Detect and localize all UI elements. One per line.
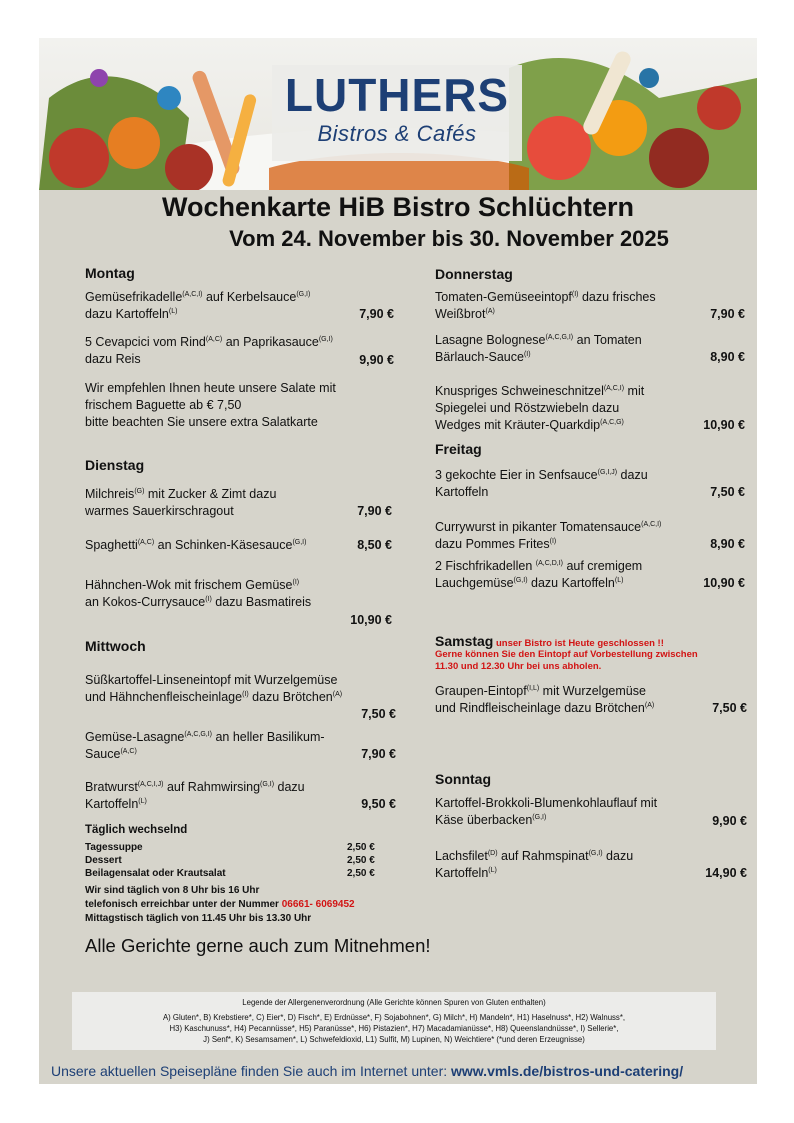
thursday-heading: Donnerstag	[435, 266, 513, 282]
dish-text: Lauchgemüse	[435, 576, 514, 590]
daily-item-label: Beilagensalat oder Krautsalat	[85, 868, 226, 879]
allergen-code: (G,I)	[292, 539, 307, 546]
hours-line: Wir sind täglich von 8 Uhr bis 16 Uhr	[85, 885, 260, 896]
dish-text: an Kokos-Currysauce	[85, 595, 206, 609]
allergen-code: (G,I)	[318, 336, 333, 343]
dish-text: Kartoffeln	[435, 866, 489, 880]
dish-text: Kartoffeln	[85, 797, 139, 811]
logo	[272, 65, 522, 161]
page-subtitle: Vom 24. November bis 30. November 2025	[229, 226, 669, 251]
allergen-code: (A)	[332, 691, 343, 698]
saturday-price-1: 7,50 €	[712, 701, 747, 715]
allergen-code: (A)	[644, 702, 655, 709]
sunday-heading: Sonntag	[435, 771, 491, 787]
dish-text: Gemüsefrikadelle	[85, 290, 183, 304]
tuesday-price-2: 8,50 €	[357, 538, 392, 552]
note-line: bitte beachten Sie unsere extra Salatkarte	[85, 415, 318, 429]
allergen-code: (G,I)	[532, 814, 547, 821]
phone-label: telefonisch erreichbar unter der Nummer	[85, 899, 282, 910]
daily-item-price: 2,50 €	[347, 868, 375, 879]
tuesday-heading: Dienstag	[85, 457, 145, 473]
dish-text: dazu	[602, 849, 634, 863]
dish-text: Spaghetti	[85, 538, 138, 552]
dish-text: auf Rahmwirsing	[163, 780, 261, 794]
notice-line: Gerne können Sie den Eintopf auf Vorbestellung zwischen	[435, 649, 698, 660]
daily-item	[85, 855, 385, 868]
wednesday-price-2: 7,90 €	[361, 747, 396, 761]
allergen-code: (A,C)	[137, 539, 155, 546]
saturday-dish-1	[435, 683, 715, 717]
dish-text: Knuspriges Schweineschnitzel	[435, 384, 604, 398]
sunday-price-1: 9,90 €	[712, 814, 747, 828]
allergen-code: (A,C,G)	[600, 419, 624, 426]
allergen-code: (L)	[168, 308, 178, 315]
allergen-code: (L)	[614, 577, 624, 584]
dish-text: an Tomaten	[573, 333, 642, 347]
allergen-code: (L)	[138, 798, 147, 805]
dish-text: auf cremigem	[562, 559, 643, 573]
friday-dish-3	[435, 558, 715, 592]
sunday-dish-1	[435, 795, 715, 829]
friday-dish-2	[435, 519, 715, 553]
monday-salad-note	[85, 380, 385, 431]
dish-text: auf Rahmspinat	[497, 849, 589, 863]
allergen-code: (G)	[134, 488, 145, 495]
dish-text: auf Kerbelsauce	[202, 290, 297, 304]
daily-item-price: 2,50 €	[347, 855, 375, 866]
legend-line: A) Gluten*, B) Krebstiere*, C) Eier*, D) Fisch*, E) Erdnüsse*, F) Sojabohnen*, G) Milch*, H) Mandeln*, H1) Haselnuss*, H2) Walnuss*,	[162, 1013, 626, 1022]
dish-text: Graupen-Eintopf	[435, 684, 527, 698]
dish-text: Lachsfilet	[435, 849, 488, 863]
dish-text: Tomaten-Gemüseeintopf	[435, 290, 572, 304]
dish-text: dazu	[617, 468, 648, 482]
wednesday-price-1: 7,50 €	[361, 707, 396, 721]
daily-items	[85, 842, 385, 881]
dish-text: Gemüse-Lasagne	[85, 730, 185, 744]
brand-subtitle: Bistros & Cafés	[317, 121, 477, 146]
dish-text: Spiegelei und Röstzwiebeln dazu	[435, 401, 620, 415]
friday-price-1: 7,50 €	[710, 485, 745, 499]
dish-text: Wedges mit Kräuter-Quarkdip	[435, 418, 601, 432]
dish-text: Sauce	[85, 747, 121, 761]
daily-heading: Täglich wechselnd	[85, 824, 188, 836]
allergen-code: (I,L)	[526, 685, 540, 692]
notice-line: 11.30 und 12.30 Uhr bei uns abholen.	[435, 661, 602, 672]
dish-text: 2 Fischfrikadellen	[435, 559, 536, 573]
note-line: frischem Baguette ab € 7,50	[85, 398, 242, 412]
allergen-code: (I)	[242, 691, 249, 698]
daily-item-label: Tagessuppe	[85, 842, 143, 853]
phone-line	[85, 899, 405, 911]
thursday-price-2: 8,90 €	[710, 350, 745, 364]
dish-text: Milchreis	[85, 487, 135, 501]
sunday-dish-2	[435, 848, 715, 882]
tuesday-price-1: 7,90 €	[357, 504, 392, 518]
dish-text: warmes Sauerkirschragout	[85, 504, 234, 518]
sunday-price-2: 14,90 €	[705, 866, 747, 880]
phone-number[interactable]: 06661- 6069452	[281, 899, 355, 910]
saturday-heading: Samstag	[435, 633, 494, 649]
dish-text: 3 gekochte Eier in Senfsauce	[435, 468, 598, 482]
allergen-code: (G,I)	[260, 781, 275, 788]
dish-text: an heller Basilikum-	[212, 730, 325, 744]
dish-text: an Schinken-Käsesauce	[154, 538, 293, 552]
thursday-dish-1	[435, 289, 715, 323]
dish-text: mit	[624, 384, 645, 398]
dish-text: Weißbrot	[435, 307, 486, 321]
allergen-code: (A,C)	[120, 748, 137, 755]
thursday-price-1: 7,90 €	[710, 307, 745, 321]
allergen-code: (I)	[523, 351, 531, 358]
friday-heading: Freitag	[435, 441, 482, 457]
dish-text: Kartoffel-Brokkoli-Blumenkohlauflauf mit	[435, 796, 658, 810]
dish-text: Bratwurst	[85, 780, 138, 794]
dish-text: Süßkartoffel-Linseneintopf mit Wurzelgemüse	[85, 673, 338, 687]
tuesday-dish-2	[85, 537, 345, 554]
allergen-code: (A,C,I)	[603, 385, 625, 392]
allergen-code: (L)	[488, 867, 497, 874]
allergen-code: (A,C,I)	[182, 291, 203, 298]
dish-text: dazu Reis	[85, 352, 141, 366]
tuesday-dish-3	[85, 577, 385, 611]
dish-text: dazu Kartoffeln	[527, 576, 615, 590]
monday-price-1: 7,90 €	[359, 307, 394, 321]
brand-name: LUTHERS	[284, 69, 510, 121]
legend-line: J) Senf*, K) Sesamsamen*, L) Schwefeldioxid, L1) Sulfit, M) Lupinen, N) Weichtiere* (*und deren Erzeugnisse)	[203, 1035, 585, 1044]
menu-sheet	[39, 38, 757, 1084]
friday-price-3: 10,90 €	[703, 576, 745, 590]
header-food-image	[39, 38, 757, 190]
allergen-code: (D)	[487, 850, 498, 857]
allergen-code: (G,I)	[513, 577, 528, 584]
dish-text: mit Zucker & Zimt dazu	[144, 487, 277, 501]
dish-text: dazu frisches	[578, 290, 656, 304]
dish-text: und Rindfleischeinlage dazu Brötchen	[435, 701, 645, 715]
wednesday-price-3: 9,50 €	[361, 797, 396, 811]
allergen-code: (G,I)	[588, 850, 603, 857]
dish-text: 5 Cevapcici vom Rind	[85, 335, 206, 349]
dish-text: dazu Pommes Frites	[435, 537, 550, 551]
allergen-code: (A,C,I)	[641, 521, 662, 528]
allergen-code: (A,C,D,I)	[535, 560, 563, 567]
allergen-code: (I)	[292, 579, 300, 586]
dish-text: und Hähnchenfleischeinlage	[85, 690, 243, 704]
allergen-code: (G,I,J)	[597, 469, 618, 476]
thursday-dish-3	[435, 383, 715, 434]
takeaway-note: Alle Gerichte gerne auch zum Mitnehmen!	[85, 935, 431, 956]
daily-item-label: Dessert	[85, 855, 122, 866]
monday-price-2: 9,90 €	[359, 353, 394, 367]
allergen-code: (I)	[549, 538, 557, 545]
dish-text: Käse überbacken	[435, 813, 533, 827]
allergen-code: (A,C)	[205, 336, 223, 343]
allergen-code: (A,C,G,I)	[545, 334, 574, 341]
footer-url[interactable]: www.vmls.de/bistros-und-catering/	[451, 1063, 684, 1079]
daily-item	[85, 868, 385, 881]
allergen-legend	[72, 992, 716, 1050]
dish-text: dazu	[274, 780, 305, 794]
dish-text: mit Wurzelgemüse	[539, 684, 646, 698]
dish-text: Lasagne Bolognese	[435, 333, 546, 347]
saturday-closed: unser Bistro ist Heute geschlossen !!	[493, 638, 664, 649]
legend-line: H3) Kaschunuss*, H4) Pecannüsse*, H5) Paranüsse*, H6) Pistazien*, H7) Macadamianüsse*, H8) Queenslandnüsse*, I) Sellerie*,	[169, 1024, 619, 1033]
page-title: Wochenkarte HiB Bistro Schlüchtern	[161, 192, 635, 222]
footer-text: Unsere aktuellen Speisepläne finden Sie auch im Internet unter:	[51, 1063, 452, 1079]
thursday-price-3: 10,90 €	[703, 418, 745, 432]
allergen-code: (I)	[571, 291, 579, 298]
lunch-hours: Mittagstisch täglich von 11.45 Uhr bis 13.30 Uhr	[85, 913, 312, 924]
tuesday-price-3: 10,90 €	[350, 613, 392, 627]
dish-text: Bärlauch-Sauce	[435, 350, 524, 364]
allergen-code: (G,I)	[296, 291, 311, 298]
note-line: Wir empfehlen Ihnen heute unsere Salate mit	[85, 381, 336, 395]
opening-hours	[85, 885, 405, 925]
allergen-code: (A,C,I,J)	[137, 781, 164, 788]
dish-text: dazu Kartoffeln	[85, 307, 169, 321]
thursday-dish-2	[435, 332, 715, 366]
footer	[51, 1062, 751, 1080]
allergen-code: (A)	[485, 308, 495, 315]
friday-dish-1	[435, 467, 715, 501]
friday-price-2: 8,90 €	[710, 537, 745, 551]
allergen-code: (I)	[205, 596, 212, 603]
monday-heading: Montag	[85, 265, 135, 281]
dish-text: Hähnchen-Wok mit frischem Gemüse	[85, 578, 293, 592]
dish-text: dazu Brötchen	[248, 690, 333, 704]
wednesday-heading: Mittwoch	[85, 638, 146, 654]
daily-item	[85, 842, 385, 855]
allergen-code: (A,C,G,I)	[184, 731, 212, 738]
legend-title: Legende der Allergenenverordnung (Alle Gerichte können Spuren von Gluten enthalten)	[242, 998, 546, 1007]
daily-item-price: 2,50 €	[347, 842, 375, 853]
saturday-notice	[435, 649, 745, 673]
dish-text: Currywurst in pikanter Tomatensauce	[435, 520, 642, 534]
dish-text: an Paprikasauce	[222, 335, 319, 349]
wednesday-dish-1	[85, 672, 395, 706]
dish-text: Kartoffeln	[435, 485, 489, 499]
dish-text: dazu Basmatireis	[211, 595, 312, 609]
